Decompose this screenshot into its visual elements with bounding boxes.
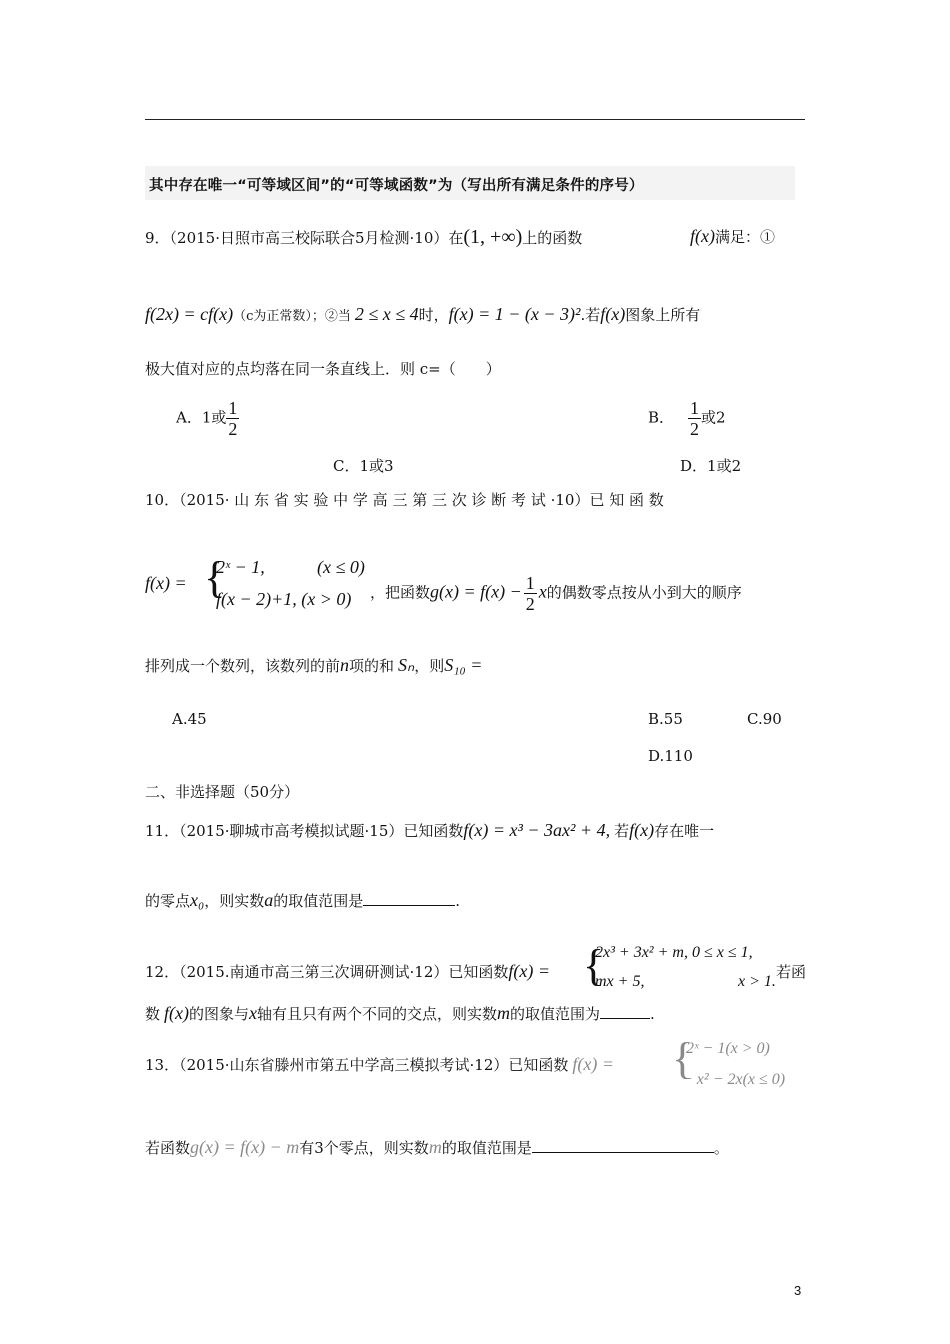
q9-option-a-fraction: $\frac{1}{2}$ — [228, 398, 238, 439]
q12-line2: 数 f(x)的图象与x轴有且只有两个不同的交点，则实数m的取值范围为 . — [145, 1003, 655, 1023]
q10-line1: 10．（2015· 山 东 省 实 验 中 学 高 三 第 三 次 诊 断 考 试 ·10）已 知 函 数 — [145, 491, 664, 509]
q13-line2: 若函数g(x) = f(x) − m有3个零点，则实数m的取值范围是 。 — [145, 1137, 729, 1157]
q9-interval: (1, +∞) — [463, 226, 523, 248]
q11-answer-blank[interactable] — [363, 891, 455, 906]
q10-mid: ，把函数g(x) = f(x) − $\frac{1}{2}$ x的偶数零点按从小到大的顺序 — [370, 573, 742, 614]
q12-m: m — [497, 1003, 511, 1023]
q12-case2-cond: x > 1. — [738, 973, 776, 990]
q11-a: a — [264, 890, 274, 910]
q9-option-b-fraction: $\frac{1}{2}$ — [690, 398, 700, 439]
q11-line2: 的零点x₀，则实数a的取值范围是 . — [145, 890, 461, 910]
header-rule — [145, 119, 805, 120]
page-number: 3 — [794, 1283, 802, 1298]
q9-line1 — [145, 226, 582, 249]
q13-line1: 13．（2015·山东省滕州市第五中学高三模拟考试·12）已知函数 f(x) = — [145, 1054, 615, 1074]
q10-option-a[interactable]: A.45 — [172, 710, 207, 728]
q9-line2 — [145, 304, 700, 325]
q9-fx: f(x) — [690, 226, 715, 246]
q9-after: .若 — [580, 306, 601, 324]
q9-option-a-label: A．1或 — [176, 408, 227, 427]
q12-answer-blank[interactable] — [600, 1004, 650, 1019]
q11-fx: f(x) — [629, 820, 655, 840]
q12-f-lhs: f(x) = — [508, 961, 551, 981]
q9-after2: 图象上所有 — [625, 306, 701, 324]
q10-case1: 2ˣ − 1, — [216, 557, 265, 577]
banner — [145, 166, 795, 200]
q10-option-c[interactable]: C.90 — [747, 710, 782, 728]
q13-f-lhs: f(x) = — [572, 1054, 615, 1074]
q9-cond1: f(2x) = cf(x) — [145, 304, 234, 324]
banner-text: 其中存在唯一“可等域区间”的“可等域函数”为（写出所有满足条件的序号） — [149, 178, 644, 194]
q9-stem-start: 9．（2015·日照市高三校际联合5月检测·10）在 — [145, 229, 464, 247]
q10-case1-cond: (x ≤ 0) — [317, 557, 365, 577]
q11-formula: f(x) = x³ − 3ax² + 4, — [463, 820, 611, 840]
q10-sn: Sₙ — [398, 655, 415, 675]
q9-option-b-label: B． — [648, 408, 675, 427]
q9-cond1-note: （c为正常数）；②当 — [233, 309, 351, 324]
q12-brace: { — [583, 941, 605, 990]
q11-x0: x₀ — [190, 890, 205, 910]
q13-case1: 2ˣ − 1(x > 0) — [686, 1040, 770, 1057]
q9-option-d[interactable]: D．1或2 — [680, 457, 742, 475]
q10-case2: f(x − 2)+1, (x > 0) — [216, 589, 352, 609]
q10-f-lhs: f(x) = — [145, 573, 187, 593]
q9-stem-end: 满足：① — [714, 228, 775, 246]
q10-tail: 的偶数零点按从小到大的顺序 — [546, 583, 742, 602]
q10-g-def: g(x) = f(x) − — [430, 581, 522, 602]
q10-option-b[interactable]: B.55 — [648, 710, 683, 728]
q12-line1: 12．（2015.南通市高三第三次调研测试·12）已知函数f(x) = — [145, 961, 551, 981]
q10-line3: 排列成一个数列，该数列的前n项的和 Sₙ，则S₁₀ = — [145, 655, 483, 675]
q13-m: m — [428, 1137, 442, 1157]
q9-option-b-post: 或2 — [701, 408, 726, 427]
q13-answer-blank[interactable] — [532, 1138, 714, 1153]
q9-line1-end — [690, 226, 775, 247]
q9-when: 时， — [418, 306, 449, 324]
q9-formula: f(x) = 1 − (x − 3)² — [448, 304, 581, 324]
q13-g: g(x) = f(x) − m — [190, 1137, 300, 1157]
q9-stem-mid: 上的函数 — [522, 229, 583, 247]
q9-option-a[interactable] — [176, 398, 239, 439]
q9-option-c[interactable]: C．1或3 — [333, 457, 394, 475]
q11-line1: 11．（2015·聊城市高考模拟试题·15）已知函数f(x) = x³ − 3ax² + 4, 若f(x)存在唯一 — [145, 820, 715, 840]
q12-fx: f(x) — [164, 1003, 189, 1023]
q12-tail: 若函 — [776, 963, 807, 981]
section-heading: 二、非选择题（50分） — [145, 783, 300, 801]
q12-case1: 2x³ + 3x² + m, 0 ≤ x ≤ 1, — [595, 944, 753, 961]
q10-half: $\frac{1}{2}$ — [525, 573, 535, 614]
q10-s10: S₁₀ = — [444, 655, 483, 675]
q10-brace: { — [204, 553, 226, 602]
q10-n: n — [340, 655, 350, 675]
q13-brace: { — [672, 1034, 694, 1083]
q9-option-b[interactable] — [648, 398, 726, 439]
q12-x: x — [249, 1003, 258, 1023]
q12-case2: mx + 5, — [595, 973, 645, 990]
q9-line3: 极大值对应的点均落在同一条直线上．则 c=（ ） — [145, 360, 501, 378]
q10-option-d[interactable]: D.110 — [648, 747, 693, 765]
q13-case2: − x² − 2x(x ≤ 0) — [682, 1071, 786, 1088]
q9-range: 2 ≤ x ≤ 4 — [354, 304, 419, 324]
q9-fx2: f(x) — [600, 304, 626, 324]
